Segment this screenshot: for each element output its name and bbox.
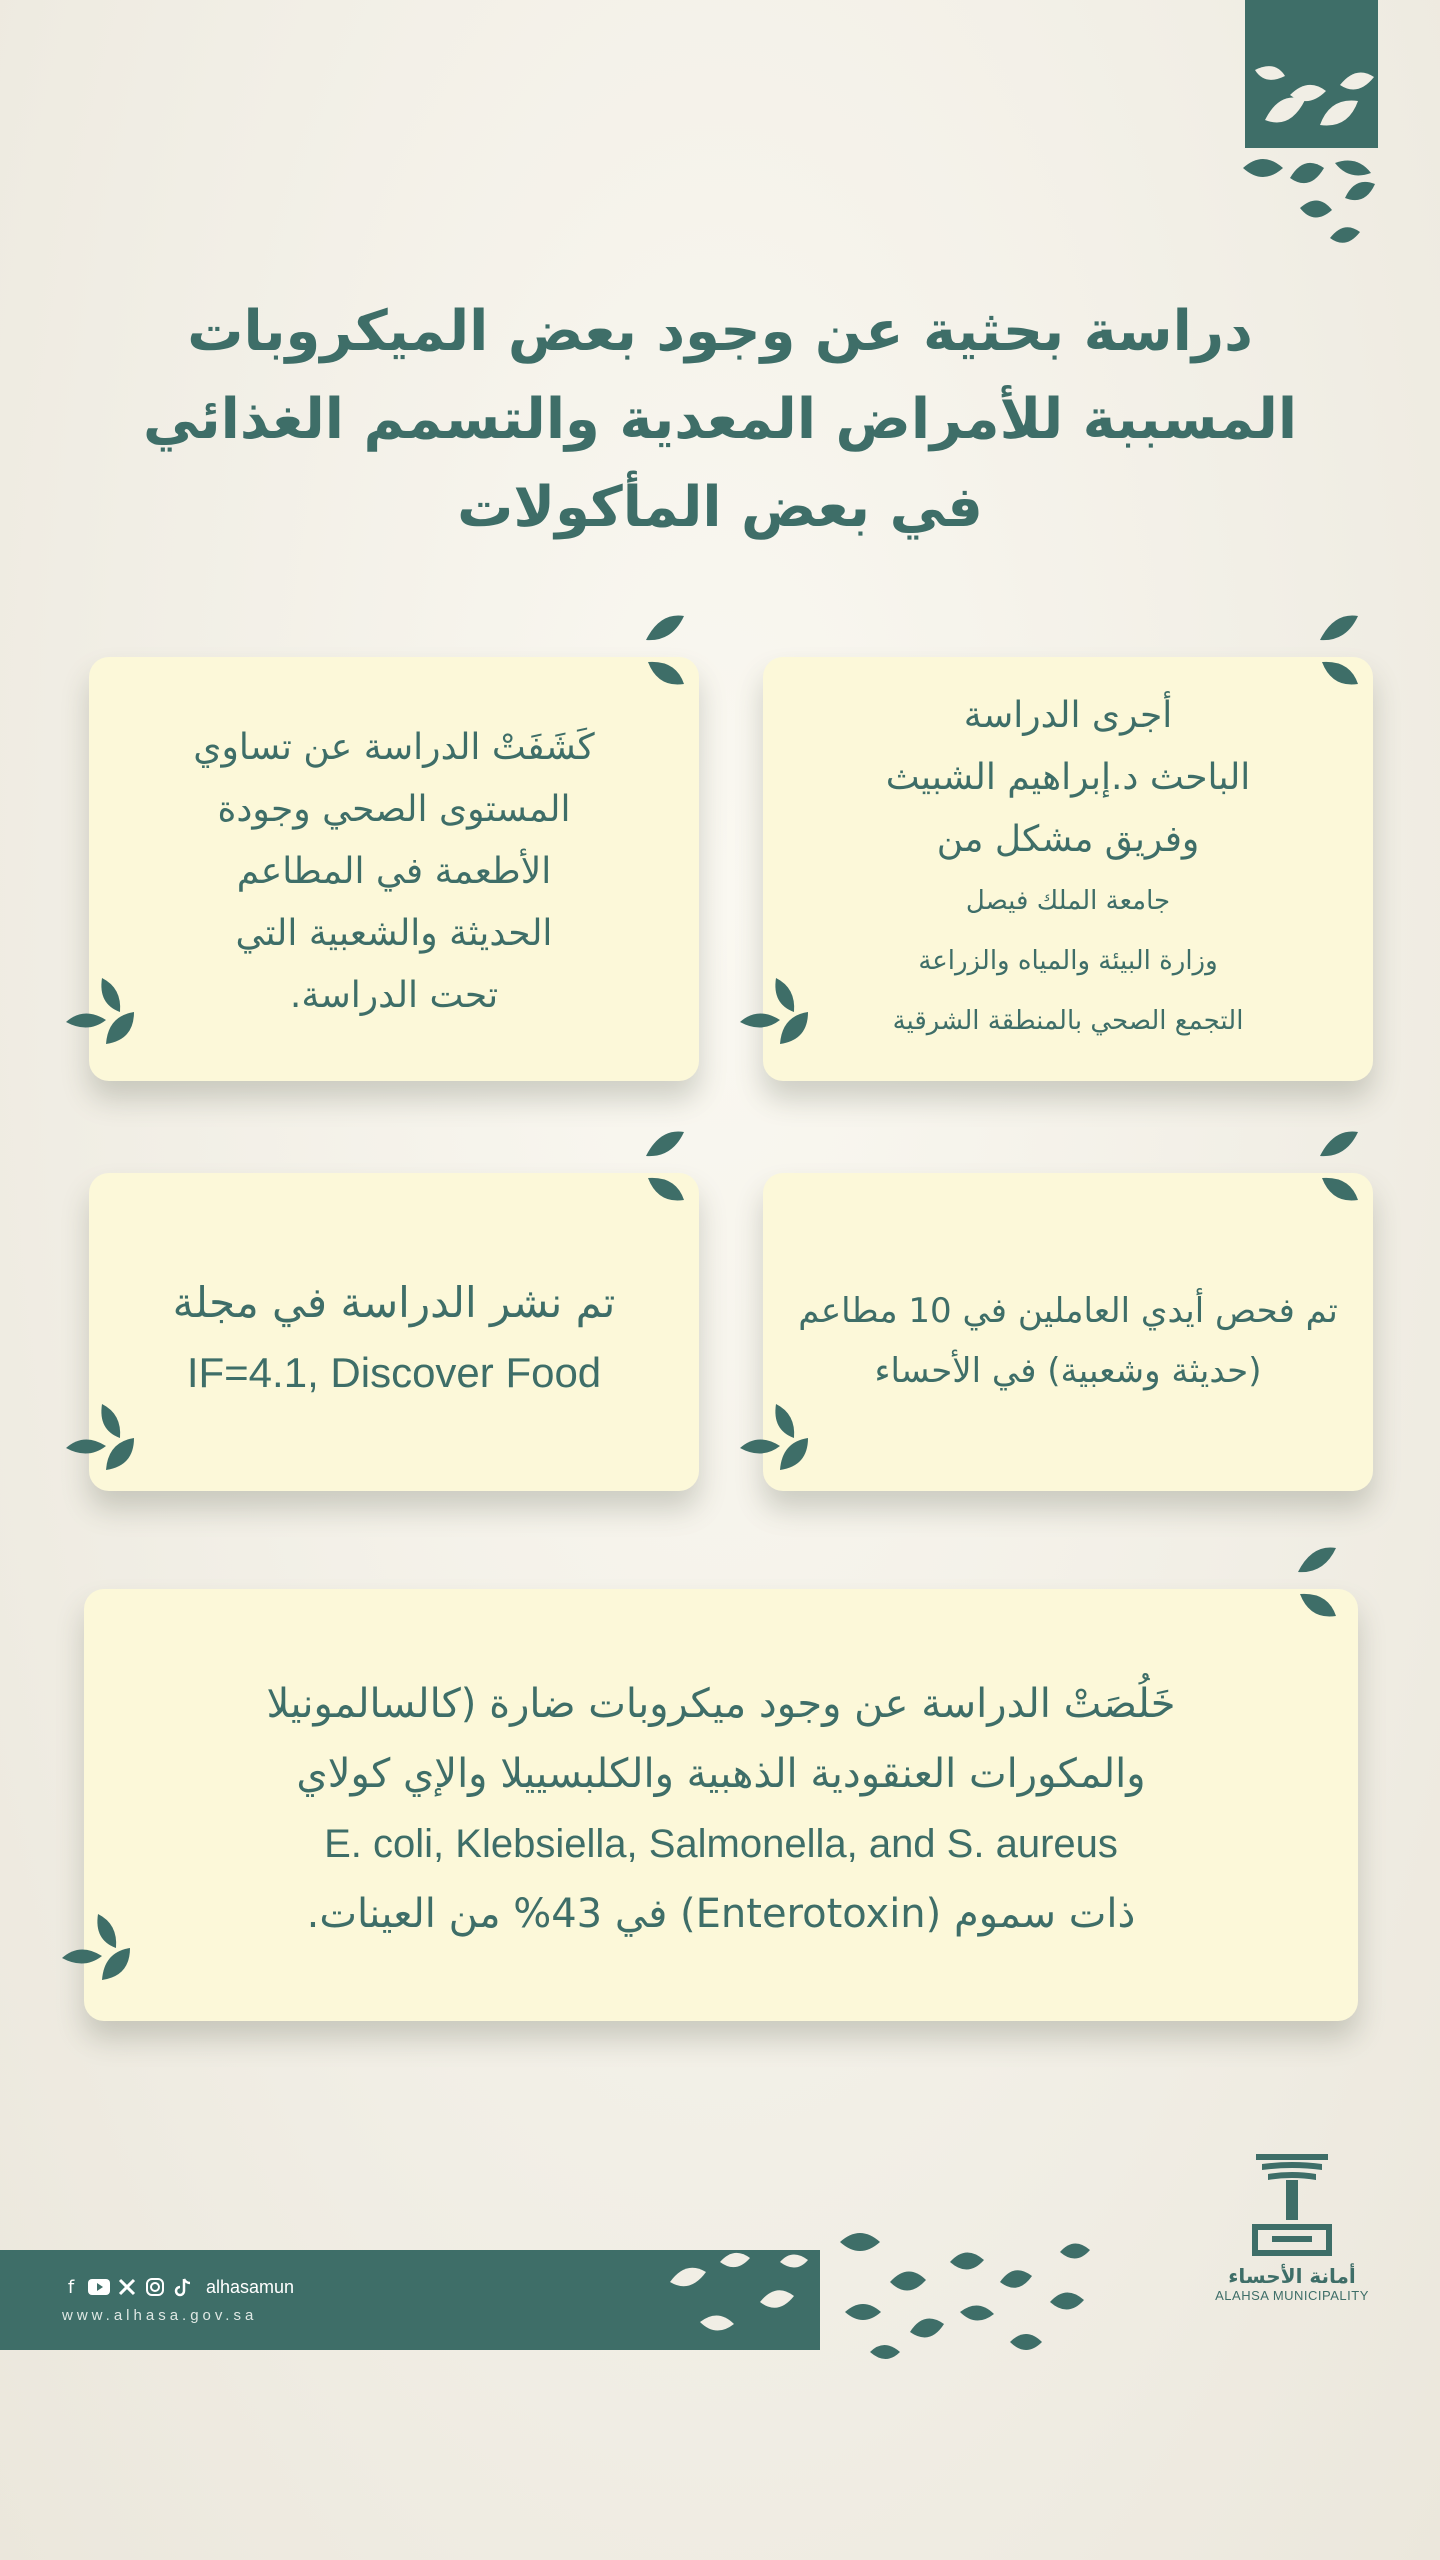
facebook-icon[interactable]: f — [67, 2276, 75, 2298]
card-revealed — [89, 657, 699, 1081]
leaf-icon — [640, 612, 690, 712]
municipality-logo — [1212, 2150, 1372, 2350]
org-1: جامعة الملك فيصل — [965, 886, 1171, 916]
instagram-icon[interactable] — [144, 2276, 166, 2298]
conducted-line-2: الباحث د.إبراهيم الشبيث — [885, 757, 1251, 798]
conducted-line-1: أجرى الدراسة — [963, 695, 1173, 736]
title-line-2: المسببة للأمراض المعدية والتسمم الغذائي — [142, 387, 1298, 452]
concluded-line-3: E. coli, Klebsiella, Salmonella, and S. aureus — [324, 1822, 1118, 1866]
org-3: التجمع الصحي بالمنطقة الشرقية — [892, 1006, 1244, 1036]
leaves-decoration-icon — [1235, 148, 1395, 256]
tiktok-icon[interactable] — [172, 2276, 194, 2298]
card-examined — [763, 1173, 1373, 1491]
social-links — [60, 2270, 294, 2304]
revealed-line-5: تحت الدراسة. — [289, 975, 499, 1016]
revealed-line-2: المستوى الصحي وجودة — [217, 789, 571, 830]
card-conducted-by — [763, 657, 1373, 1081]
x-icon[interactable] — [116, 2276, 138, 2298]
title-line-3: في بعض المأكولات — [457, 475, 983, 540]
published-line-1: تم نشر الدراسة في مجلة — [172, 1278, 616, 1327]
leaf-icon — [1314, 1128, 1364, 1228]
social-handle[interactable]: alhasamun — [206, 2276, 295, 2297]
leaf-icon — [1314, 612, 1364, 712]
concluded-line-4: ذات سموم (Enterotoxin) في 43% من العينات. — [306, 1891, 1136, 1937]
examined-line-2: (حديثة وشعبية) في الأحساء — [874, 1351, 1262, 1391]
leaf-icon — [1292, 1544, 1342, 1644]
revealed-line-4: الحديثة والشعبية التي — [235, 913, 553, 954]
leaf-pattern-icon — [1245, 0, 1378, 148]
card-concluded — [84, 1589, 1358, 2021]
leaf-icon — [640, 1128, 690, 1228]
examined-line-1: تم فحص أيدي العاملين في 10 مطاعم — [798, 1291, 1338, 1331]
leaf-icon — [62, 1396, 142, 1476]
footer-leaves-icon — [660, 2222, 1120, 2382]
logo-name-en: ALAHSA MUNICIPALITY — [1215, 2288, 1369, 2303]
website-link[interactable]: www.alhasa.gov.sa — [62, 2307, 258, 2324]
leaf-icon — [62, 970, 142, 1050]
concluded-line-1: خَلُصَتْ الدراسة عن وجود ميكروبات ضارة (كالسالمونيلا — [266, 1681, 1176, 1727]
youtube-icon[interactable] — [88, 2276, 110, 2298]
palm-logo-icon — [1242, 2150, 1342, 2260]
revealed-line-3: الأطعمة في المطاعم — [236, 851, 552, 892]
published-line-2: IF=4.1, Discover Food — [186, 1349, 602, 1396]
page-title — [100, 288, 1340, 552]
top-banner — [1245, 0, 1378, 148]
logo-name-ar: أمانة الأحساء — [1228, 2264, 1356, 2288]
revealed-line-1: كَشَفَتْ الدراسة عن تساوي — [193, 727, 595, 768]
title-line-1: دراسة بحثية عن وجود بعض الميكروبات — [187, 299, 1253, 364]
conducted-line-3: وفريق مشكل من — [936, 819, 1200, 860]
leaf-icon — [736, 970, 816, 1050]
org-2: وزارة البيئة والمياه والزراعة — [918, 946, 1218, 976]
leaf-icon — [736, 1396, 816, 1476]
concluded-line-2: والمكورات العنقودية الذهبية والكلبسييلا والإي كولاي — [296, 1751, 1146, 1797]
card-published — [89, 1173, 699, 1491]
leaf-icon — [58, 1906, 138, 1986]
